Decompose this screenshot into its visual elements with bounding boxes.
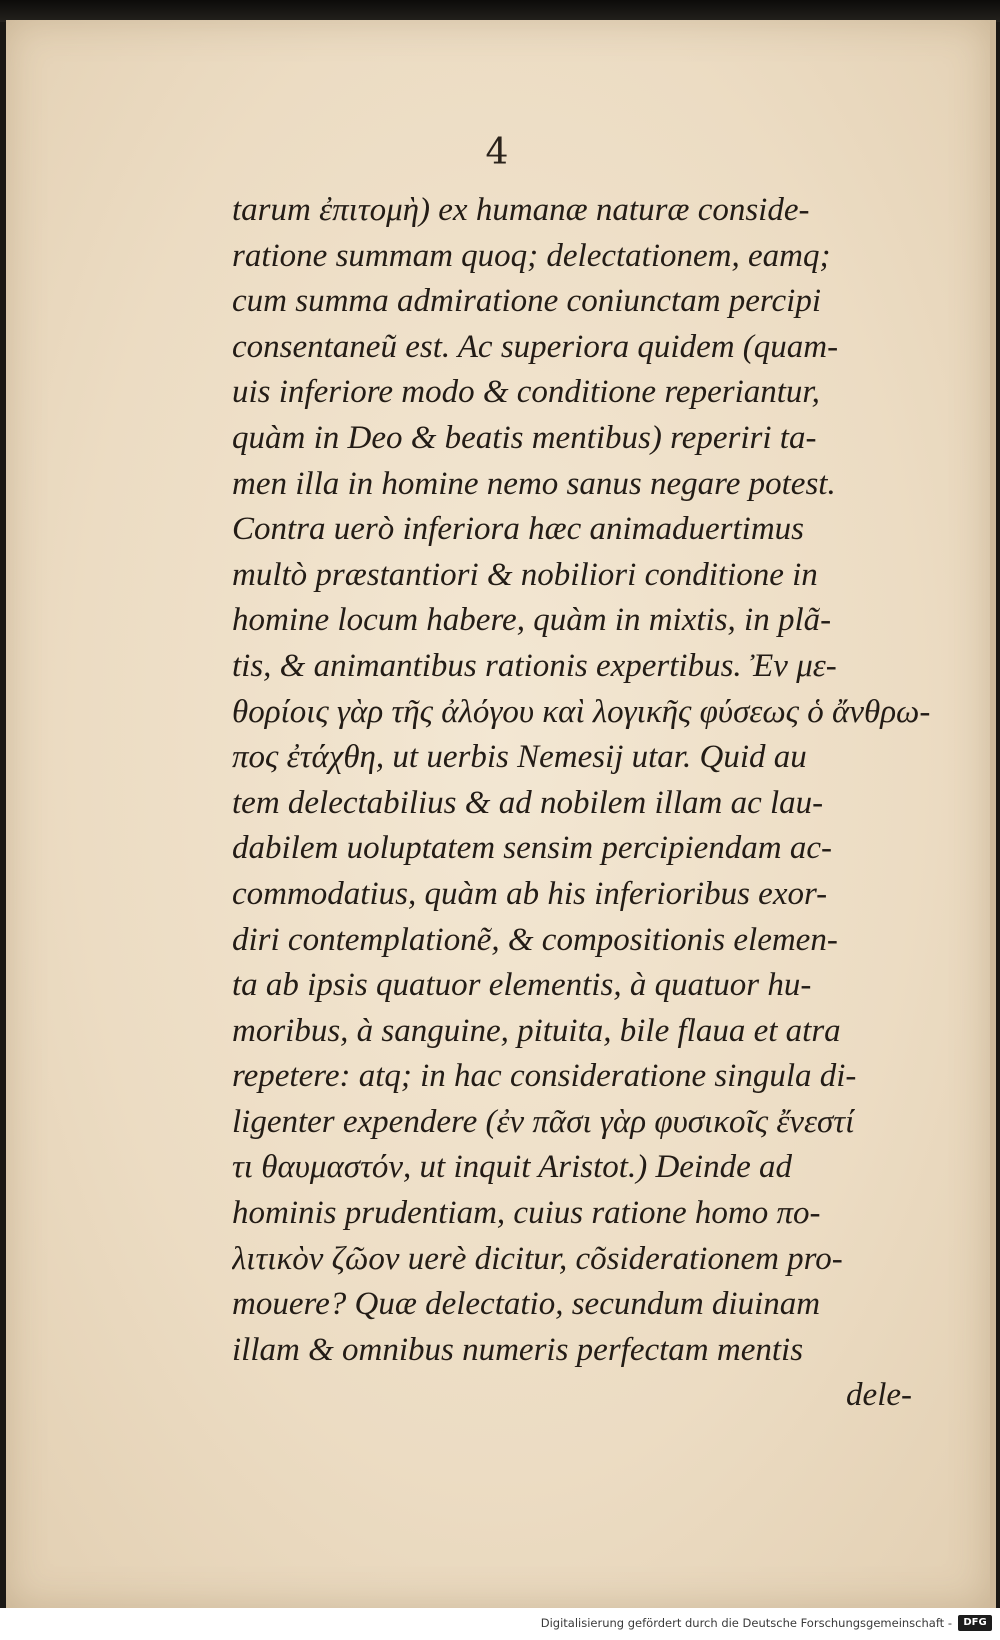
- text-line: consentaneũ est. Ac superiora quidem (quam-: [232, 328, 839, 365]
- digitization-footer: [0, 1608, 1000, 1640]
- text-line: tem delectabilius & ad nobilem illam ac lau-: [232, 784, 824, 821]
- catchword: dele-: [846, 1377, 912, 1414]
- text-line: quàm in Deo & beatis mentibus) reperiri ta-: [232, 419, 817, 456]
- funding-credit: Digitalisierung gefördert durch die Deutsche Forschungsgemeinschaft -: [540, 1616, 952, 1630]
- text-line: illam & omnibus numeris perfectam mentis: [232, 1331, 804, 1368]
- text-line: mouere? Quæ delectatio, secundum diuinam: [232, 1286, 821, 1323]
- text-line: tarum ἐπιτομὴ) ex humanæ naturæ conside-: [232, 192, 810, 228]
- book-page: [6, 20, 996, 1608]
- text-line: θορίοις γὰρ τῆς ἀλόγου καὶ λογικῆς φύσεως ὁ ἄνθρω-: [232, 693, 931, 730]
- text-line: hominis prudentiam, cuius ratione homo πο-: [232, 1195, 821, 1232]
- scan-top-edge: [0, 0, 1000, 22]
- body-text: [232, 188, 932, 1419]
- page-number: 4: [485, 132, 511, 173]
- text-line: cum summa admiratione coniunctam percipi: [232, 283, 822, 320]
- text-line: ta ab ipsis quatuor elementis, à quatuor hu-: [232, 967, 812, 1004]
- text-line: moribus, à sanguine, pituita, bile flaua et atra: [232, 1012, 841, 1049]
- text-line: commodatius, quàm ab his inferioribus exor-: [232, 875, 828, 912]
- text-line: men illa in homine nemo sanus negare potest.: [232, 465, 836, 502]
- text-line: homine locum habere, quàm in mixtis, in plã-: [232, 602, 832, 639]
- dfg-logo: DFG: [958, 1615, 992, 1631]
- text-line: tis, & animantibus rationis expertibus. Ἐν με-: [232, 647, 837, 684]
- text-line: uis inferiore modo & conditione reperiantur,: [232, 374, 820, 411]
- text-line: diri contemplationẽ, & compositionis elemen-: [232, 921, 838, 958]
- text-line: multò præstantiori & nobiliori conditione in: [232, 556, 818, 593]
- text-line: dabilem uoluptatem sensim percipiendam ac-: [232, 830, 832, 867]
- text-line: ligenter expendere (ἐν πᾶσι γὰρ φυσικοῖς ἔνεστί: [232, 1103, 855, 1140]
- text-line: πος ἐτάχθη, ut uerbis Nemesij utar. Quid au: [232, 739, 807, 776]
- text-line: repetere: atq; in hac consideratione singula di-: [232, 1058, 857, 1095]
- text-line: Contra uerò inferiora hæc animaduertimus: [232, 511, 805, 548]
- text-line: ratione summam quoq; delectationem, eamq;: [232, 237, 831, 274]
- text-line: λιτικὸν ζῶον uerè dicitur, cõsiderationem pro-: [232, 1240, 843, 1277]
- text-line: τι θαυμαστόν, ut inquit Aristot.) Deinde ad: [232, 1149, 792, 1186]
